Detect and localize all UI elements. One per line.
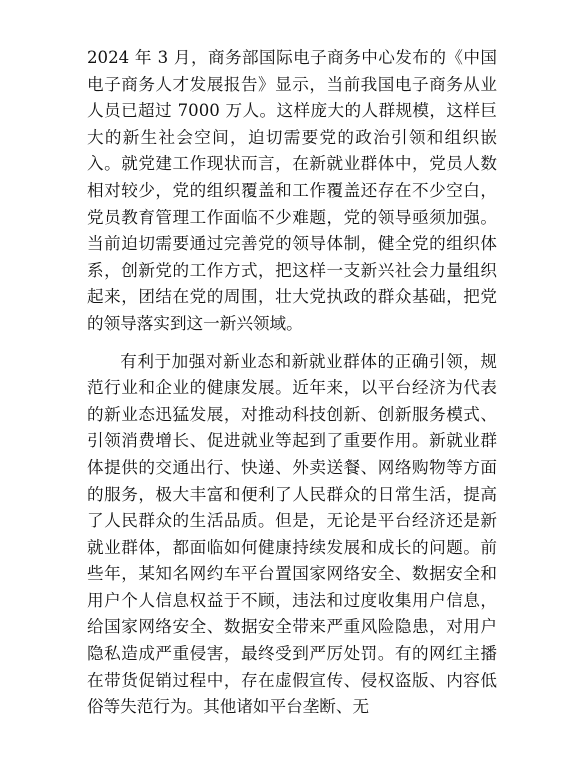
- body-text: [87, 45, 497, 721]
- paragraph-1: 2024 年 3 月，商务部国际电子商务中心发布的《中国电子商务人才发展报告》显示，当前我国电子商务从业人员已超过 7000 万人。这样庞大的人群规模，这样巨大的新生社会空间，迫切需要党的政治引领和组织嵌入。就党建工作现状而言，在新就业群体中，党员人数相对较少，党的组织覆盖和工作覆盖还存在不少空白，党员教育管理工作面临不少难题，党的领导亟须加强。当前迫切需要通过完善党的领导体制，健全党的组织体系，创新党的工作方式，把这样一支新兴社会力量组织起来，团结在党的周围，壮大党执政的群众基础，把党的领导落实到这一新兴领域。: [87, 48, 497, 333]
- paragraph-2: 有利于加强对新业态和新就业群体的正确引领，规范行业和企业的健康发展。近年来，以平台经济为代表的新业态迅猛发展，对推动科技创新、创新服务模式、引领消费增长、促进就业等起到了重要作用。新就业群体提供的交通出行、快递、外卖送餐、网络购物等方面的服务，极大丰富和便利了人民群众的日常生活，提高了人民群众的生活品质。但是，无论是平台经济还是新就业群体，都面临如何健康持续发展和成长的问题。前些年，某知名网约车平台置国家网络安全、数据安全和用户个人信息权益于不顾，违法和过度收集用户信息，给国家网络安全、数据安全带来严重风险隐患，对用户隐私造成严重侵害，最终受到严厉处罚。有的网红主播在带货促销过程中，存在虚假宣传、侵权盗版、内容低俗等失范行为。其他诸如平台垄断、无: [87, 351, 497, 717]
